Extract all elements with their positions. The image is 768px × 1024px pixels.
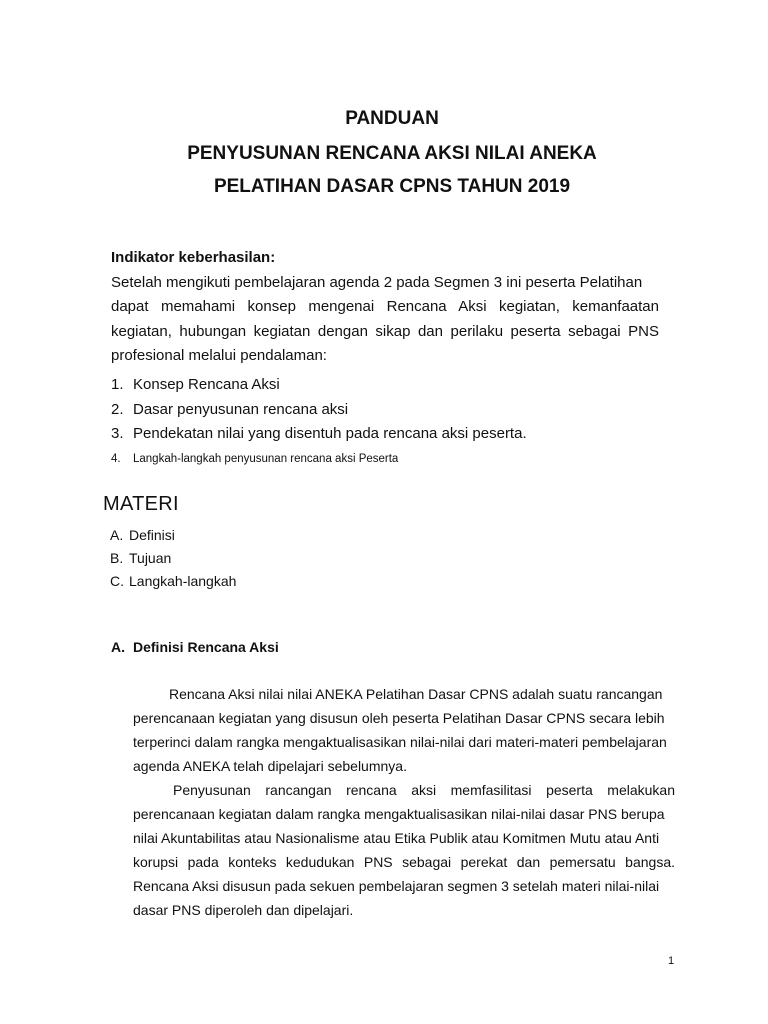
list-item-number: 1. [111, 376, 124, 393]
list-item-letter: B. [110, 550, 124, 566]
paragraph-line: perencanaan kegiatan yang disusun oleh peserta Pelatihan Dasar CPNS secara lebih [133, 710, 665, 726]
list-item [111, 373, 527, 398]
indikator-line: profesional melalui pendalaman: [111, 346, 327, 364]
list-item [110, 547, 236, 570]
page-number: 1 [668, 955, 675, 967]
list-item-text: Langkah-langkah penyusunan rencana aksi Peserta [133, 453, 399, 466]
list-item-text: Konsep Rencana Aksi [133, 376, 280, 393]
list-item [111, 422, 527, 447]
indikator-label: Indikator keberhasilan: [111, 249, 276, 266]
list-item [110, 570, 236, 593]
indikator-paragraph [111, 271, 659, 368]
list-item-letter: C. [110, 573, 124, 589]
paragraph-line: Rencana Aksi nilai nilai ANEKA Pelatihan Dasar CPNS adalah suatu rancangan [169, 686, 663, 702]
indikator-line: dapat memahami konsep mengenai Rencana Aksi kegiatan, kemanfaatan [111, 298, 659, 316]
indikator-list [111, 373, 527, 472]
list-item-text: Pendekatan nilai yang disentuh pada rencana aksi peserta. [133, 425, 527, 443]
list-item-text: Langkah-langkah [129, 573, 237, 589]
list-item-letter: A. [110, 527, 124, 543]
title-line-2: PENYUSUNAN RENCANA AKSI NILAI ANEKA [187, 143, 597, 164]
definition-paragraph-2 [133, 778, 675, 922]
materi-heading: MATERI [103, 493, 179, 515]
materi-list [110, 524, 236, 593]
paragraph-line: terperinci dalam rangka mengaktualisasikan nilai-nilai dari materi-materi pembelajaran [133, 734, 667, 750]
list-item-number: 3. [111, 425, 124, 443]
list-item-text: Dasar penyusunan rencana aksi [133, 400, 349, 418]
section-letter: A. [111, 639, 125, 655]
list-item [110, 524, 236, 547]
list-item-number: 2. [111, 400, 124, 418]
list-item [111, 447, 527, 472]
section-heading [111, 637, 279, 657]
title-line-3: PELATIHAN DASAR CPNS TAHUN 2019 [213, 176, 571, 197]
paragraph-line: Penyusunan rancangan rencana aksi memfasilitasi peserta melakukan [173, 782, 675, 798]
definition-paragraph-1 [133, 682, 675, 778]
list-item [111, 398, 527, 423]
indikator-line: kegiatan, hubungan kegiatan dengan sikap dan perilaku peserta sebagai PNS [111, 322, 659, 340]
paragraph-line: dasar PNS diperoleh dan dipelajari. [133, 902, 354, 918]
paragraph-line: korupsi pada konteks kedudukan PNS sebagai perekat dan pemersatu bangsa. [133, 854, 675, 870]
section-title: Definisi Rencana Aksi [133, 639, 279, 655]
paragraph-line: nilai Akuntabilitas atau Nasionalisme atau Etika Publik atau Komitmen Mutu atau Anti [133, 830, 660, 846]
list-item-number: 4. [111, 453, 121, 466]
title-line-1: PANDUAN [345, 108, 439, 129]
paragraph-line: agenda ANEKA telah dipelajari sebelumnya. [133, 758, 407, 774]
paragraph-line: perencanaan kegiatan dalam rangka mengaktualisasikan nilai-nilai dasar PNS berupa [133, 806, 665, 822]
list-item-text: Definisi [129, 527, 175, 543]
indikator-line: Setelah mengikuti pembelajaran agenda 2 pada Segmen 3 ini peserta Pelatihan [111, 274, 643, 291]
list-item-text: Tujuan [129, 550, 172, 566]
paragraph-line: Rencana Aksi disusun pada sekuen pembelajaran segmen 3 setelah materi nilai-nilai [133, 878, 660, 894]
